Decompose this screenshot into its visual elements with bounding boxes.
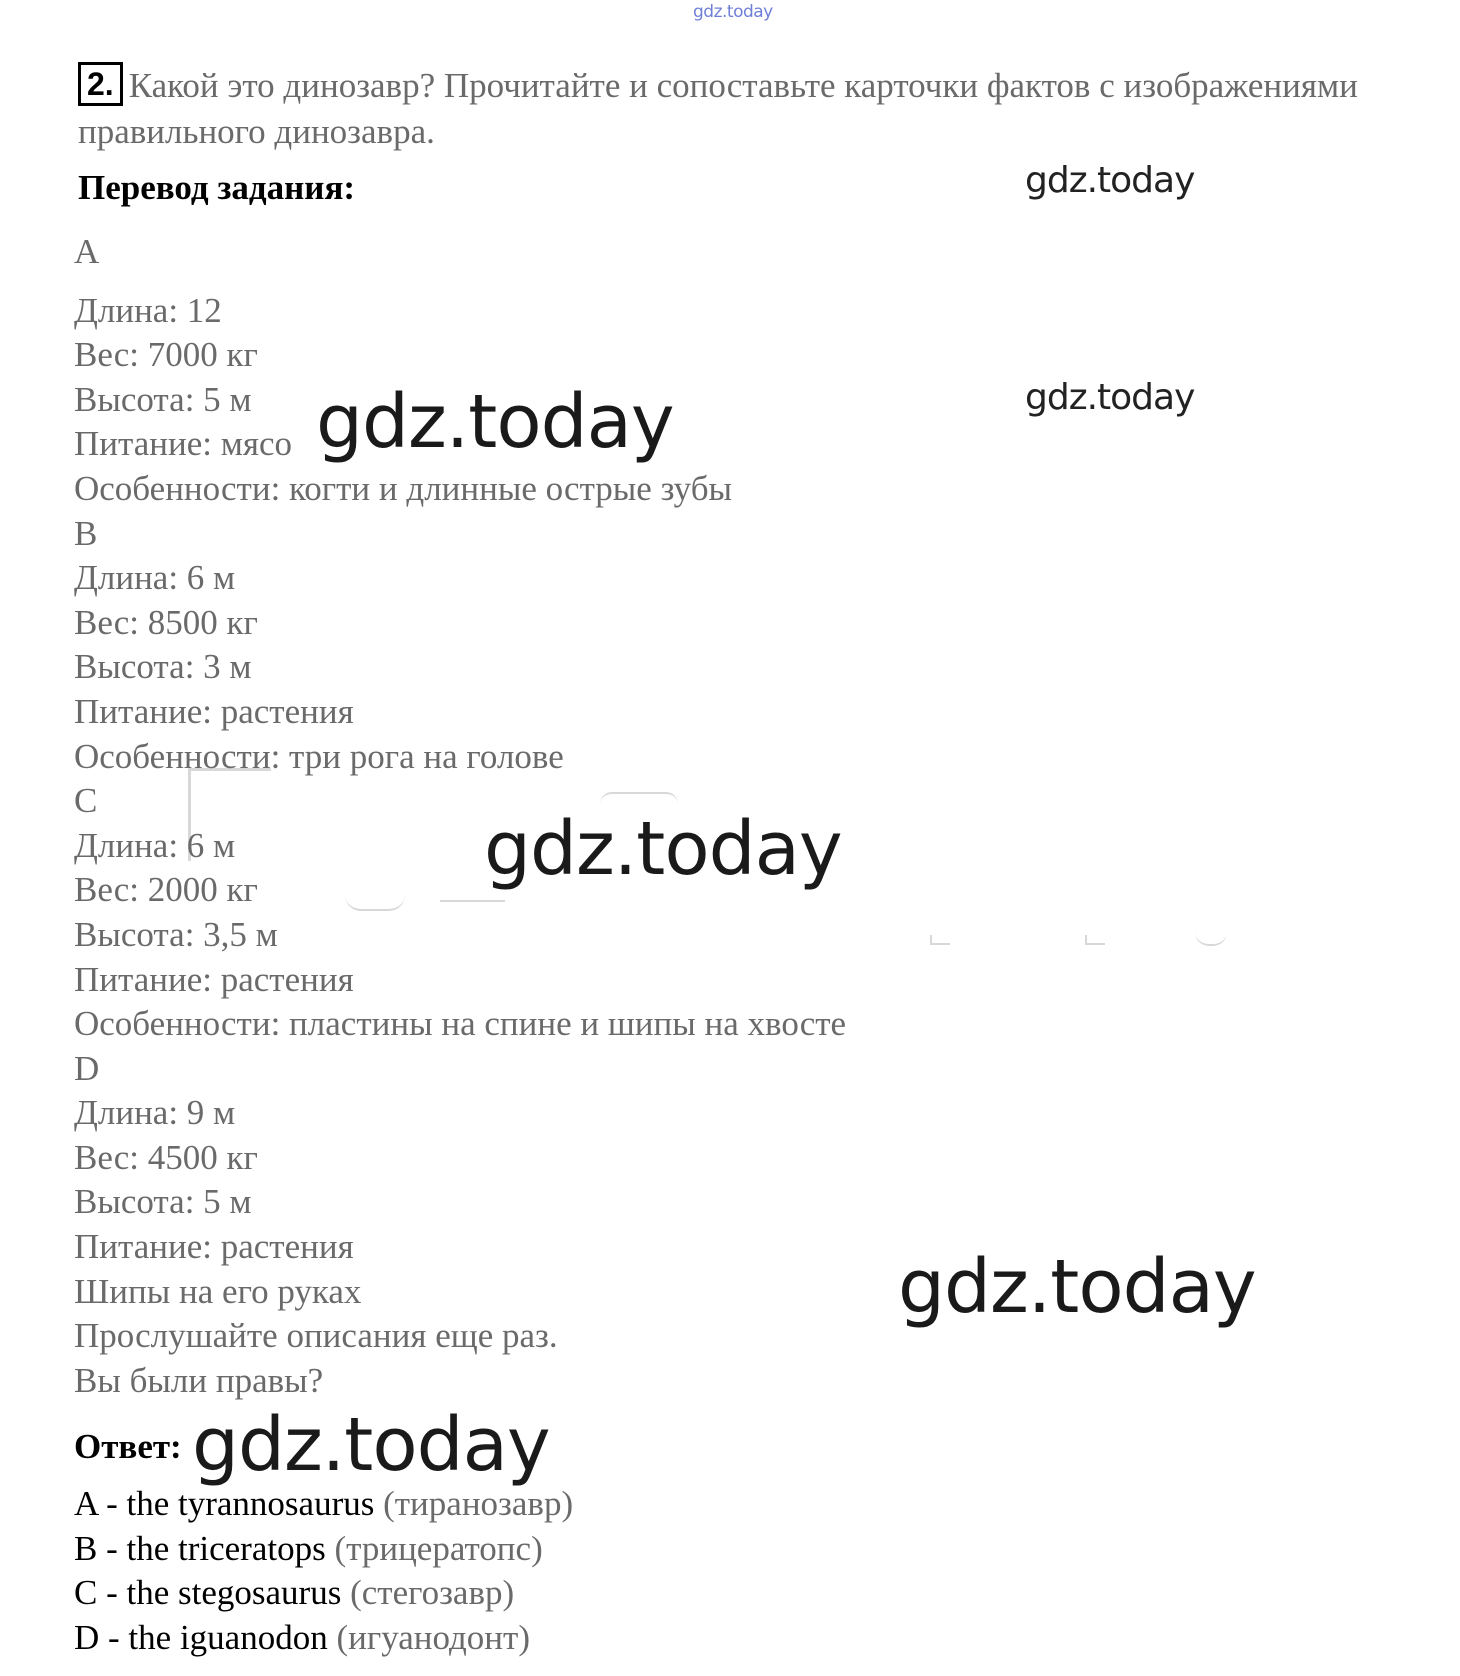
card-food: Питание: растения xyxy=(74,1227,354,1267)
were-you-right-text: Вы были правы? xyxy=(74,1360,324,1400)
answer-en: A - the tyrannosaurus xyxy=(74,1484,375,1523)
listen-again-text: Прослушайте описания еще раз. xyxy=(74,1316,558,1356)
card-length: Длина: 12 xyxy=(74,290,222,330)
watermark-large-2: gdz.today xyxy=(484,806,842,892)
card-height: Высота: 3,5 м xyxy=(74,914,278,954)
card-height: Высота: 3 м xyxy=(74,647,252,687)
answer-ru: (игуанодонт) xyxy=(336,1617,530,1657)
card-length: Длина: 6 м xyxy=(74,558,236,598)
task-number: 2. xyxy=(78,62,123,106)
answer-ru: (стегозавр) xyxy=(350,1573,515,1613)
card-weight: Вес: 4500 кг xyxy=(74,1137,258,1177)
card-features: Особенности: когти и длинные острые зубы xyxy=(74,468,733,508)
answer-item xyxy=(74,1616,573,1661)
watermark-right-1: gdz.today xyxy=(1025,160,1195,201)
watermark-large-4: gdz.today xyxy=(192,1402,550,1488)
card-weight: Вес: 8500 кг xyxy=(74,602,258,642)
watermark-large-1: gdz.today xyxy=(316,379,674,465)
card-features: Шипы на его руках xyxy=(74,1271,362,1311)
card-food: Питание: растения xyxy=(74,959,354,999)
card-weight: Вес: 2000 кг xyxy=(74,870,258,910)
translation-heading: Перевод задания: xyxy=(78,168,356,207)
card-length: Длина: 6 м xyxy=(74,825,236,865)
card-features: Особенности: три рога на голове xyxy=(74,736,564,776)
watermark-right-2: gdz.today xyxy=(1025,377,1195,418)
card-features: Особенности: пластины на спине и шипы на хвосте xyxy=(74,1004,847,1044)
answer-ru: (тиранозавр) xyxy=(383,1484,574,1523)
card-letter: C xyxy=(74,781,98,821)
card-letter: D xyxy=(74,1048,100,1088)
task-text: Какой это динозавр? Прочитайте и сопоставьте карточки фактов с изображениями правильного динозавра. xyxy=(78,66,1358,151)
task-statement xyxy=(78,62,1378,155)
answer-label: Ответ: xyxy=(74,1427,182,1466)
answer-item xyxy=(74,1571,573,1616)
answer-item xyxy=(74,1527,573,1572)
answer-list xyxy=(74,1482,573,1660)
watermark-top: gdz.today xyxy=(693,2,773,22)
card-letter: A xyxy=(74,232,100,271)
card-height: Высота: 5 м xyxy=(74,379,252,419)
answer-en: D - the iguanodon xyxy=(74,1617,328,1657)
answer-item xyxy=(74,1482,573,1527)
answer-en: C - the stegosaurus xyxy=(74,1573,342,1613)
watermark-large-3: gdz.today xyxy=(898,1244,1256,1330)
card-height: Высота: 5 м xyxy=(74,1182,252,1222)
card-food: Питание: растения xyxy=(74,691,354,731)
card-food: Питание: мясо xyxy=(74,424,293,464)
card-weight: Вес: 7000 кг xyxy=(74,335,258,375)
answer-en: B - the triceratops xyxy=(74,1528,326,1568)
answer-ru: (трицератопс) xyxy=(334,1528,543,1568)
card-letter: B xyxy=(74,513,98,553)
card-length: Длина: 9 м xyxy=(74,1093,236,1133)
